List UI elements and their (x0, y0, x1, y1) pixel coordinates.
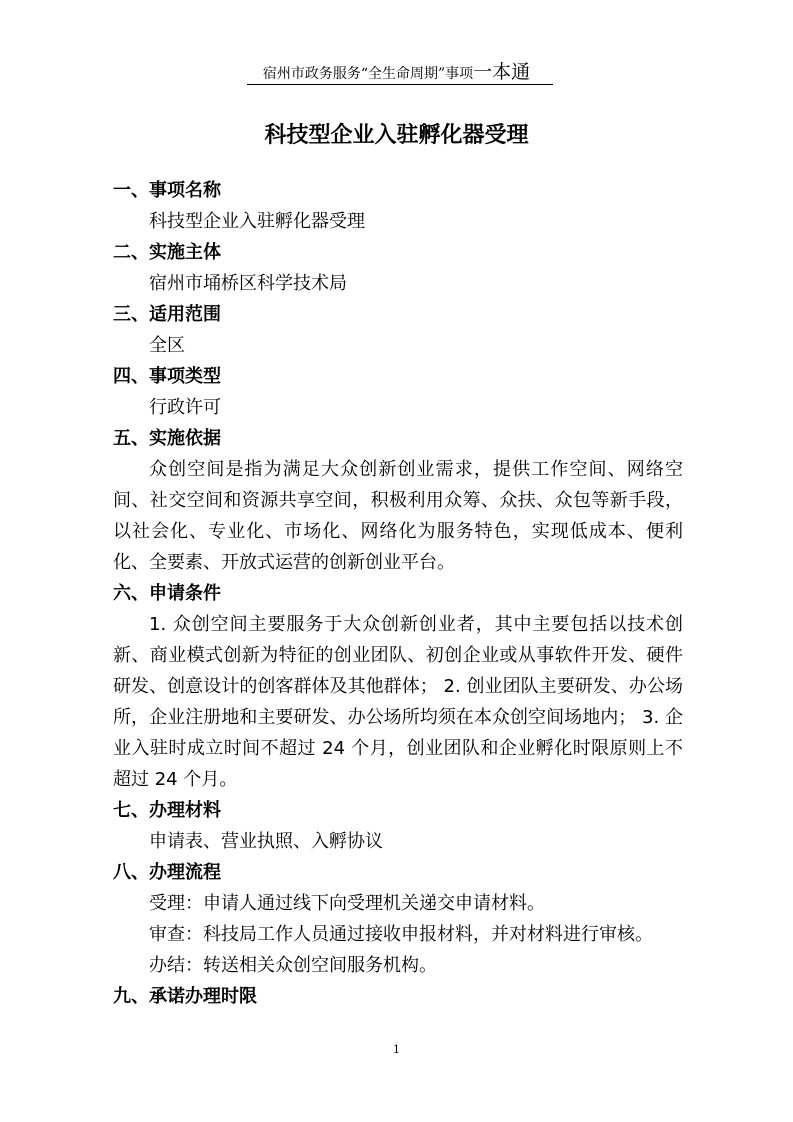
header-rule (247, 84, 553, 85)
document-title: 科技型企业入驻孵化器受理 (264, 123, 529, 148)
section-item-type (113, 361, 683, 423)
running-header (0, 62, 793, 84)
process-step-complete: 办结：转送相关众创空间服务机构。 (149, 955, 437, 976)
section-scope (113, 299, 683, 361)
header-prefix: 宿州市政务服务“全生命周期”事项 (262, 66, 474, 82)
section-implementing-body (113, 237, 683, 299)
document-body (113, 175, 683, 1012)
section-basis (113, 423, 683, 578)
process-step-review: 审查：科技局工作人员通过接收申报材料，并对材料进行审核。 (149, 924, 653, 945)
section-heading: 七、办理材料 (113, 800, 221, 821)
section-item-name (113, 175, 683, 237)
page-number: 1 (393, 1043, 400, 1056)
section-paragraph: 众创空间是指为满足大众创新创业需求，提供工作空间、网络空间、社交空间和资源共享空间，积极利用众筹、众扶、众包等新手段，以社会化、专业化、市场化、网络化为服务特色，实现低成本、便利化、全要素、开放式运营的创新创业平台。 (113, 459, 683, 573)
section-conditions (113, 578, 683, 795)
section-heading: 三、适用范围 (113, 304, 221, 325)
section-paragraph: 1. 众创空间主要服务于大众创新创业者，其中主要包括以技术创新、商业模式创新为特征的创业团队、初创企业或从事软件开发、硬件研发、创意设计的创客群体及其他群体； 2. 创业团队主要研发、办公场所，企业注册地和主要研发、办公场所均须在本众创空间场地内； 3. 企业入驻时成立时间不超过 24 个月，创业团队和企业孵化时限原则上不超过 24 个月。 (113, 614, 683, 790)
section-text: 行政许可 (149, 397, 221, 418)
section-text: 申请表、营业执照、入孵协议 (149, 831, 383, 852)
header-suffix: 一本通 (473, 61, 531, 83)
section-time-limit (113, 981, 683, 1012)
section-heading: 六、申请条件 (113, 583, 221, 604)
section-materials (113, 795, 683, 857)
section-heading: 四、事项类型 (113, 366, 221, 387)
section-heading: 八、办理流程 (113, 862, 221, 883)
section-text: 宿州市埇桥区科学技术局 (149, 273, 347, 294)
section-heading: 五、实施依据 (113, 428, 221, 449)
section-heading: 二、实施主体 (113, 242, 221, 263)
process-step-accept: 受理：申请人通过线下向受理机关递交申请材料。 (149, 893, 545, 914)
section-heading: 一、事项名称 (113, 180, 221, 201)
section-process (113, 857, 683, 981)
section-heading: 九、承诺办理时限 (113, 986, 257, 1007)
section-text: 科技型企业入驻孵化器受理 (149, 211, 365, 232)
section-text: 全区 (149, 335, 185, 356)
